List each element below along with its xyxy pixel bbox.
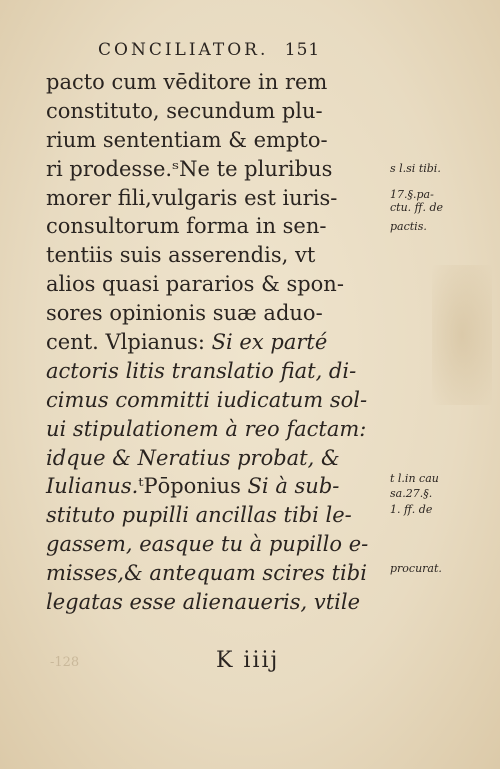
running-header	[98, 40, 398, 60]
text-line: stituto pupilli ancillas tibi le-	[46, 503, 352, 528]
marginal-note: s l.si tibi.	[390, 162, 441, 175]
text-line: legatas esse alienaueris, vtile	[46, 590, 361, 615]
text-line: consultorum forma in sen-	[46, 214, 327, 239]
text-line: cimus committi iudicatum sol-	[46, 387, 368, 412]
main-text-block	[46, 68, 443, 617]
text-line: cent. Vlpianus: Si ex parté	[46, 330, 328, 355]
text-line: constituto, secundum plu-	[46, 98, 323, 123]
faint-show-through: -128	[50, 655, 80, 670]
text-line: actoris litis translatio fiat, di-	[46, 358, 357, 383]
marginal-note: 17.§.pa-	[390, 188, 434, 201]
marginal-note: sa.27.§.	[390, 487, 433, 500]
text-line: misses,& antequam scires tibi	[46, 561, 367, 586]
text-line: Iulianus.ᵗPōponius Si à sub-	[46, 474, 340, 499]
text-line: rium sententiam & empto-	[46, 127, 328, 152]
marginal-note: ctu. ff. de	[390, 201, 443, 214]
folio-number: 151	[284, 40, 321, 60]
running-title: CONCILIATOR.	[98, 40, 269, 60]
marginal-note: t l.in cau	[390, 472, 439, 485]
text-line: ri prodesse.ˢNe te pluribus	[46, 156, 333, 181]
text-line: pacto cum vēditore in rem	[46, 70, 328, 94]
text-line: sores opinionis suæ aduo-	[46, 301, 323, 326]
text-line: tentiis suis asserendis, vt	[46, 243, 316, 268]
signature-mark: K iiij	[216, 648, 280, 673]
text-line: morer fili,vulgaris est iuris-	[46, 185, 338, 210]
marginal-note: procurat.	[390, 562, 442, 575]
text-line: idque & Neratius probat, &	[46, 445, 340, 470]
text-line: gassem, easque tu à pupillo e-	[46, 532, 369, 557]
text-line: ui stipulationem à reo factam:	[46, 416, 367, 441]
marginal-note: 1. ff. de	[390, 503, 433, 516]
paper-stain	[432, 265, 492, 405]
marginal-note: pactis.	[390, 220, 427, 233]
text-line: alios quasi pararios & spon-	[46, 272, 344, 297]
